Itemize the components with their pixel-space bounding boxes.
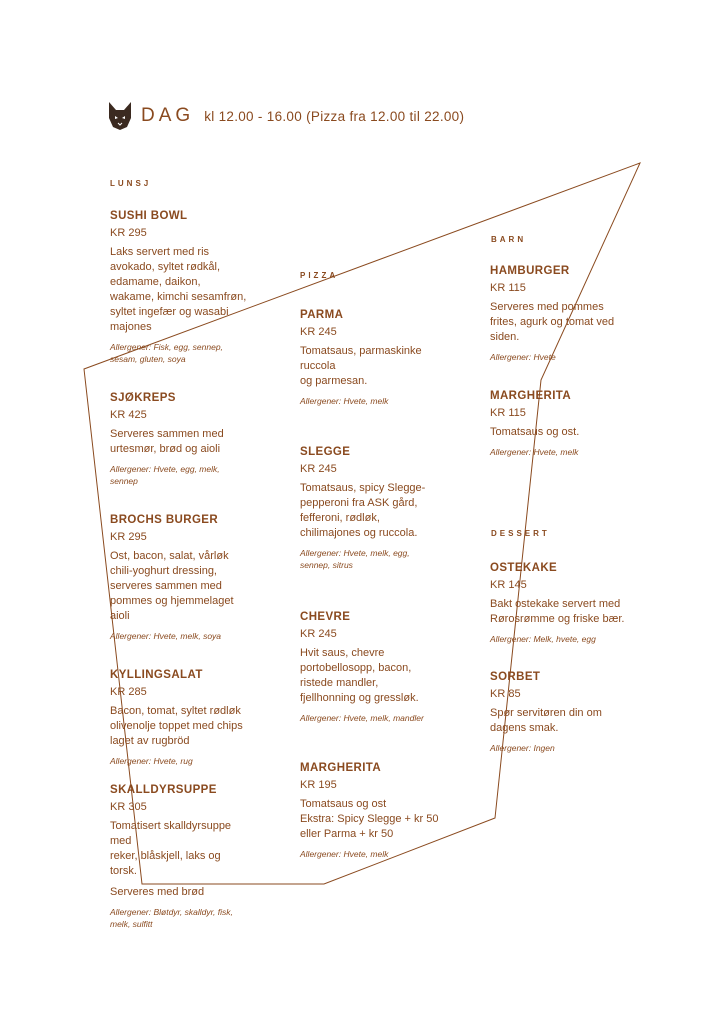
item-description: Serveres sammen med urtesmør, brød og aioli: [110, 428, 224, 455]
item-name: BROCHS BURGER: [110, 514, 219, 526]
item-price: KR 145: [490, 579, 527, 591]
menu-item-skalldyrsuppe: [110, 784, 260, 930]
item-price: KR 285: [110, 686, 147, 698]
item-description: Tomatisert skalldyrsuppe med reker, blåskjell, laks og torsk.: [110, 820, 232, 877]
item-description: Spør servitøren din om dagens smak.: [490, 707, 602, 734]
item-price: KR 115: [490, 407, 526, 419]
item-allergens: Allergener: Hvete, melk: [300, 849, 389, 859]
item-description: Tomatsaus og ost Ekstra: Spicy Slegge + kr 50 eller Parma + kr 50: [300, 798, 439, 840]
item-description: Tomatsaus, spicy Slegge- pepperoni fra ASK gård, fefferoni, rødløk, chilimajones og ruccola.: [300, 482, 426, 539]
menu-item-sushi-bowl: [110, 210, 260, 365]
menu-header: [107, 100, 464, 132]
item-price: KR 245: [300, 463, 337, 475]
menu-item-parma: [300, 309, 450, 407]
section-heading-lunsj: LUNSJ: [110, 179, 152, 188]
item-name: MARGHERITA: [490, 390, 572, 402]
item-price: KR 85: [490, 688, 521, 700]
item-allergens: Allergener: Melk, hvete, egg: [490, 634, 596, 644]
item-name: KYLLINGSALAT: [110, 669, 203, 681]
item-allergens: Allergener: Hvete, egg, melk, sennep: [110, 464, 220, 486]
item-allergens: Allergener: Hvete, melk: [490, 447, 579, 457]
item-name: CHEVRE: [300, 611, 351, 623]
menu-item-chevre: [300, 611, 450, 724]
section-heading-pizza: PIZZA: [300, 271, 339, 280]
item-description: Serveres med pommes frites, agurk og tomat ved siden.: [490, 301, 615, 343]
item-price: KR 115: [490, 282, 526, 294]
item-name: PARMA: [300, 309, 344, 321]
lynx-logo-icon: [107, 101, 133, 131]
item-allergens: Allergener: Ingen: [490, 743, 555, 753]
item-description: Laks servert med ris avokado, syltet rødkål, edamame, daikon, wakame, kimchi sesamfrøn, syltet ingefær og wasabi majones: [110, 246, 247, 333]
item-description: Tomatsaus, parmaskinke ruccola og parmesan.: [300, 345, 422, 387]
item-allergens: Allergener: Hvete, melk, mandler: [300, 713, 424, 723]
item-allergens: Allergener: Hvete: [490, 352, 556, 362]
item-price: KR 295: [110, 531, 147, 543]
item-allergens: Allergener: Hvete, melk, soya: [110, 631, 222, 641]
item-description: Ost, bacon, salat, vårløk chili-yoghurt dressing, serveres sammen med pommes og hjemmelaget aioli: [110, 550, 234, 622]
item-allergens: Allergener: Fisk, egg, sennep, sesam, gluten, soya: [110, 342, 223, 364]
item-name: SLEGGE: [300, 446, 351, 458]
item-allergens: Allergener: Bløtdyr, skalldyr, fisk, melk, sulfitt: [110, 907, 233, 929]
item-name: HAMBURGER: [490, 265, 570, 277]
item-name: OSTEKAKE: [490, 562, 558, 574]
item-price: KR 195: [300, 779, 337, 791]
section-heading-dessert: DESSERT: [491, 529, 550, 538]
menu-item-hamburger: [490, 265, 640, 363]
menu-item-margherita-pizza: [300, 762, 450, 860]
item-description: Bakt ostekake servert med Rørosrømme og friske bær.: [490, 598, 625, 625]
section-heading-barn: BARN: [491, 235, 527, 244]
menu-item-kyllingsalat: [110, 669, 260, 767]
menu-item-ostekake: [490, 562, 640, 645]
item-price: KR 245: [300, 628, 337, 640]
menu-title: DAG: [141, 105, 195, 126]
item-allergens: Allergener: Hvete, melk, egg, sennep, sitrus: [300, 548, 410, 570]
item-allergens: Allergener: Hvete, rug: [110, 756, 193, 766]
menu-item-margherita-barn: [490, 390, 640, 458]
menu-item-sorbet: [490, 671, 640, 754]
item-price: KR 245: [300, 326, 337, 338]
menu-item-sjokreps: [110, 392, 260, 487]
item-extra-note: Serveres med brød: [110, 886, 205, 898]
item-name: SJØKREPS: [110, 392, 176, 404]
item-name: SORBET: [490, 671, 541, 683]
item-name: SKALLDYRSUPPE: [110, 784, 217, 796]
item-price: KR 425: [110, 409, 147, 421]
item-name: SUSHI BOWL: [110, 210, 188, 222]
item-allergens: Allergener: Hvete, melk: [300, 396, 389, 406]
menu-item-slegge: [300, 446, 450, 571]
item-description: Bacon, tomat, syltet rødløk olivenolje toppet med chips laget av rugbröd: [110, 705, 243, 747]
item-description: Hvit saus, chevre portobellosopp, bacon, ristede mandler, fjellhonning og gressløk.: [300, 647, 419, 704]
item-price: KR 305: [110, 801, 147, 813]
opening-hours: kl 12.00 - 16.00 (Pizza fra 12.00 til 22.00): [204, 108, 465, 124]
item-price: KR 295: [110, 227, 147, 239]
item-description: Tomatsaus og ost.: [490, 426, 580, 438]
menu-item-brochs-burger: [110, 514, 260, 642]
item-name: MARGHERITA: [300, 762, 382, 774]
